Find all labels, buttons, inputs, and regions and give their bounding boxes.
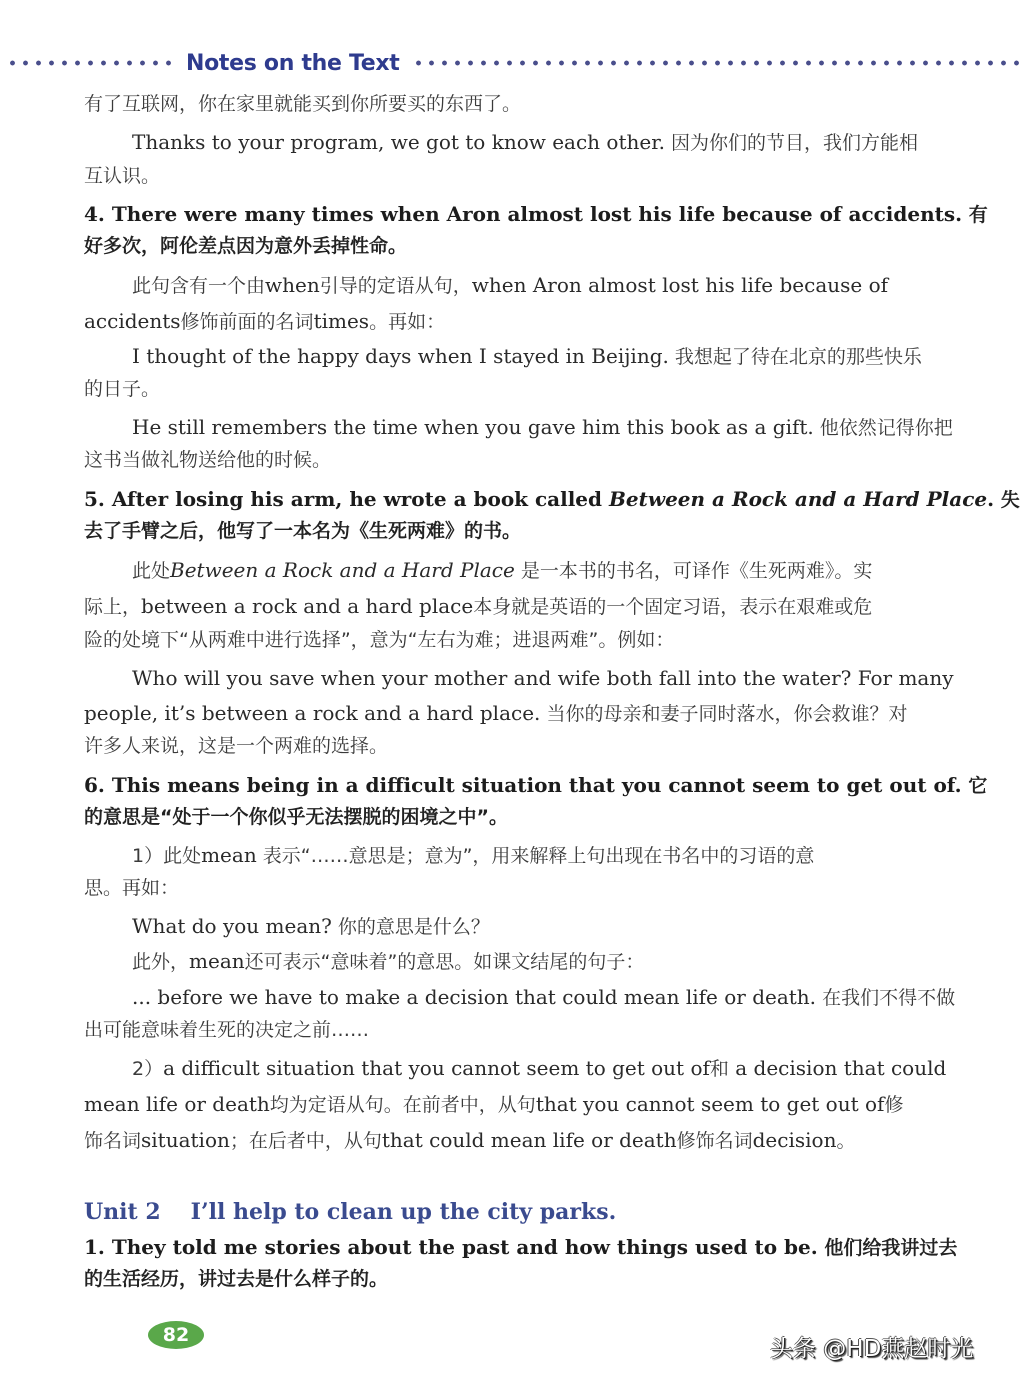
text-en: He still remembers the time when you gave him this book as a gift. bbox=[132, 415, 814, 439]
text-en: people, it’s between a rock and a hard place. bbox=[84, 701, 541, 725]
note-4-example-2-cont: 这书当做礼物送给他的时候。 bbox=[84, 449, 332, 471]
text-cn: 还可表示“意味着”的意思。如课文结尾的句子： bbox=[244, 951, 645, 973]
unit-2-note-1-translation: 的生活经历，讲过去是什么样子的。 bbox=[84, 1268, 389, 1290]
unit-2-note-1-heading bbox=[84, 1233, 957, 1262]
note-number: 1. bbox=[84, 1235, 105, 1259]
note-6-sub2-cont2 bbox=[84, 1126, 855, 1155]
note-5-explanation-cont2: 险的处境下“从两难中进行选择”，意为“左右为难；进退两难”。例如： bbox=[84, 629, 675, 651]
text-cn: 表示“……意思是；意为”，用来解释上句出现在书名中的习语的意 bbox=[256, 845, 815, 867]
section-header bbox=[0, 48, 1024, 78]
text-en: ... before we have to make a decision that could mean life or death. bbox=[132, 985, 817, 1009]
note-sentence-cn: 它 bbox=[961, 775, 988, 797]
text-en: mean bbox=[201, 843, 257, 867]
text-cn: 你的意思是什么？ bbox=[331, 916, 490, 938]
note-6-sub1 bbox=[132, 841, 814, 870]
text-cn: 本身就是英语的一个固定习语，表示在艰难或危 bbox=[473, 596, 873, 618]
punctuation: . bbox=[987, 487, 995, 511]
note-4-example-1 bbox=[132, 342, 922, 371]
text-cn: 此处 bbox=[132, 560, 171, 582]
note-number: 6. bbox=[84, 773, 105, 797]
text-en: What do you mean? bbox=[132, 914, 332, 938]
note-5-example-cont2: 许多人来说，这是一个两难的选择。 bbox=[84, 735, 389, 757]
book-title: Between a Rock and a Hard Place bbox=[170, 558, 515, 582]
text-cn: 此句含有一个由 bbox=[132, 275, 266, 297]
text-cn: 修饰前面的名词 bbox=[180, 311, 314, 333]
note-6-translation: 的意思是“处于一个你似乎无法摆脱的困境之中”。 bbox=[84, 806, 508, 828]
book-title: Between a Rock and a Hard Place bbox=[608, 487, 988, 511]
note-6-sub2 bbox=[132, 1054, 946, 1083]
text-cn: 和 bbox=[709, 1058, 729, 1080]
note-5-heading bbox=[84, 485, 1020, 514]
text-en: mean life or death bbox=[84, 1092, 270, 1116]
text-en: that you cannot seem to get out of bbox=[535, 1092, 885, 1116]
note-sentence-cn: 失 bbox=[994, 489, 1020, 511]
text-cn: 。再如： bbox=[369, 311, 446, 333]
text-cn: 在我们不得不做 bbox=[816, 987, 956, 1009]
dotted-rule-left bbox=[6, 60, 178, 66]
unit-label: Unit 2 bbox=[84, 1199, 161, 1225]
note-6-example-2 bbox=[132, 983, 955, 1012]
unit-2-heading bbox=[84, 1198, 616, 1226]
text-en: that could mean life or death bbox=[381, 1128, 677, 1152]
text-cn: 2） bbox=[132, 1058, 164, 1080]
text-en: decision bbox=[752, 1128, 837, 1152]
note-6-sub1-cont: 思。再如： bbox=[84, 877, 180, 899]
text-cn: 我想起了待在北京的那些快乐 bbox=[668, 346, 922, 368]
note-5-explanation bbox=[132, 556, 872, 585]
note-sentence-en: There were many times when Aron almost lost his life because of accidents. bbox=[111, 202, 963, 226]
text-en: times bbox=[313, 309, 370, 333]
note-sentence-en: After losing his arm, he wrote a book called bbox=[111, 487, 609, 511]
note-4-explanation-cont bbox=[84, 307, 445, 336]
text-cn: 1）此处 bbox=[132, 845, 202, 867]
page-number-badge: 82 bbox=[148, 1321, 204, 1349]
paragraph-line: 有了互联网，你在家里就能买到你所要买的东西了。 bbox=[84, 93, 522, 115]
text-en: a difficult situation that you cannot seem to get out of bbox=[163, 1056, 710, 1080]
note-6-sub2-cont bbox=[84, 1090, 903, 1119]
note-sentence-en: This means being in a difficult situation that you cannot seem to get out of. bbox=[111, 773, 962, 797]
text-en: accidents bbox=[84, 309, 181, 333]
text-en: between a rock and a hard place bbox=[141, 594, 474, 618]
text-cn: 此外， bbox=[132, 951, 190, 973]
text-cn: 修饰名词 bbox=[676, 1130, 753, 1152]
text-en: I thought of the happy days when I stayed in Beijing. bbox=[132, 344, 669, 368]
note-4-explanation bbox=[132, 271, 888, 300]
note-number: 4. bbox=[84, 202, 105, 226]
text-cn: 均为定语从句。在前者中，从句 bbox=[269, 1094, 536, 1116]
text-cn: 修 bbox=[884, 1094, 904, 1116]
note-6-example-2-cont: 出可能意味着生死的决定之前…… bbox=[84, 1019, 370, 1041]
text-cn: ；在后者中，从句 bbox=[229, 1130, 382, 1152]
text-en: when bbox=[265, 273, 320, 297]
text-en: mean bbox=[189, 949, 245, 973]
watermark: 头条 @HD燕赵时光 bbox=[770, 1336, 974, 1362]
text-cn: 是一本书的书名，可译作《生死两难》。实 bbox=[514, 560, 873, 582]
text-cn: 引导的定语从句， bbox=[319, 275, 472, 297]
note-4-heading bbox=[84, 200, 988, 229]
note-5-explanation-cont bbox=[84, 592, 872, 621]
example-cn: 因为你们的节目，我们方能相 bbox=[664, 132, 918, 154]
note-5-example-cont bbox=[84, 699, 907, 728]
example-sentence bbox=[132, 128, 918, 157]
note-number: 5. bbox=[84, 487, 105, 511]
note-6-example-1 bbox=[132, 912, 490, 941]
note-6-heading bbox=[84, 771, 987, 800]
text-cn: 饰名词 bbox=[84, 1130, 142, 1152]
text-cn: 际上， bbox=[84, 596, 142, 618]
text-cn: 当你的母亲和妻子同时落水，你会救谁？对 bbox=[540, 703, 908, 725]
unit-title: I’ll help to clean up the city parks. bbox=[190, 1199, 617, 1225]
text-en: when Aron almost lost his life because of bbox=[471, 273, 889, 297]
example-cn-cont: 互认识。 bbox=[84, 165, 161, 187]
note-5-translation: 去了手臂之后，他写了一本名为《生死两难》的书。 bbox=[84, 520, 522, 542]
note-5-example: Who will you save when your mother and wife both fall into the water? For many bbox=[132, 666, 954, 690]
note-4-example-2 bbox=[132, 413, 953, 442]
dotted-rule-right bbox=[412, 60, 1022, 66]
note-sentence-cn: 有 bbox=[962, 204, 988, 226]
note-sentence-cn: 他们给我讲过去 bbox=[817, 1237, 958, 1259]
text-en: situation bbox=[141, 1128, 230, 1152]
text-cn: 他依然记得你把 bbox=[813, 417, 953, 439]
example-en: Thanks to your program, we got to know each other. bbox=[132, 130, 665, 154]
note-4-example-1-cont: 的日子。 bbox=[84, 378, 161, 400]
punctuation: 。 bbox=[836, 1130, 856, 1152]
note-6-also bbox=[132, 947, 644, 976]
note-4-translation: 好多次，阿伦差点因为意外丢掉性命。 bbox=[84, 235, 408, 257]
note-sentence-en: They told me stories about the past and how things used to be. bbox=[111, 1235, 818, 1259]
text-en: a decision that could bbox=[728, 1056, 947, 1080]
section-title: Notes on the Text bbox=[186, 50, 400, 76]
